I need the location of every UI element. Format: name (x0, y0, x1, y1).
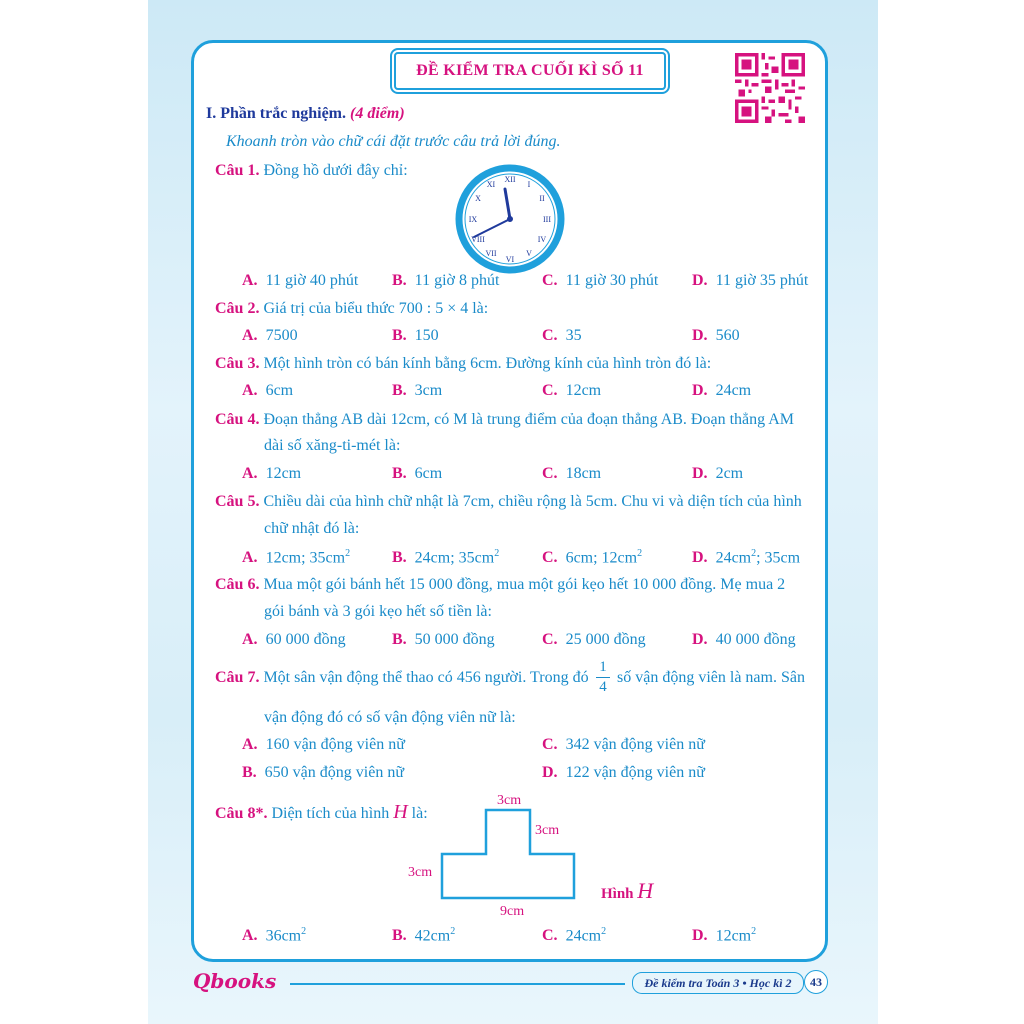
section-points: (4 điểm) (350, 105, 405, 122)
q7-option-c[interactable]: C. 342 vận động viên nữ (542, 736, 705, 753)
publisher-logo: Qbooks (193, 969, 277, 993)
svg-text:VIII: VIII (471, 235, 485, 244)
question-3: Câu 3. Một hình tròn có bán kính bằng 6cm. Đường kính của hình tròn đó là: (215, 355, 712, 372)
q8-option-b[interactable]: B. $42cm^2$ (392, 926, 456, 945)
shape-letter-inline: H (393, 801, 408, 823)
label-bottom: 9cm (500, 904, 525, 919)
q5-option-b[interactable]: B. 24cm; $35cm^2$ (392, 548, 500, 567)
q1-option-a[interactable]: A. 11 giờ 40 phút (242, 272, 359, 289)
section-heading (206, 105, 405, 123)
q8-option-c[interactable]: C. $24cm^2$ (542, 926, 607, 945)
q6-option-d[interactable]: D. 40 000 đồng (692, 631, 796, 648)
q2-option-c[interactable]: C. 35 (542, 327, 582, 344)
footer-divider (290, 983, 625, 985)
q1-option-b[interactable]: B. 11 giờ 8 phút (392, 272, 500, 289)
svg-text:XI: XI (486, 180, 496, 189)
label-left: 3cm (408, 865, 433, 880)
question-6: Câu 6. Mua một gói bánh hết 15 000 đồng, mua một gói kẹo hết 10 000 đồng. Mẹ mua 2 (215, 576, 786, 593)
qr-code-icon (735, 53, 805, 123)
q7-option-b[interactable]: B. 650 vận động viên nữ (242, 764, 404, 781)
question-1 (215, 162, 408, 180)
svg-text:I: I (527, 180, 531, 189)
q2-option-d[interactable]: D. 560 (692, 327, 740, 344)
svg-text:II: II (539, 194, 545, 203)
svg-text:IV: IV (537, 235, 547, 244)
q5-option-d[interactable]: D. $24cm^2$; 35cm (692, 548, 801, 567)
question-label: Câu 1. (215, 162, 260, 179)
question-text: Đồng hồ dưới đây chỉ: (263, 162, 408, 179)
q3-option-a[interactable]: A. 6cm (242, 382, 294, 399)
q2-option-a[interactable]: A. 7500 (242, 327, 298, 344)
q4-option-a[interactable]: A. 12cm (242, 465, 302, 482)
q6-option-a[interactable]: A. 60 000 đồng (242, 631, 346, 648)
q3-option-c[interactable]: C. 12cm (542, 382, 602, 399)
page-number: 43 (804, 970, 828, 994)
q3-option-b[interactable]: B. 3cm (392, 382, 443, 399)
q8-option-a[interactable]: A. $36cm^2$ (242, 926, 307, 945)
question-4: Câu 4. Đoạn thẳng AB dài 12cm, có M là trung điểm của đoạn thẳng AB. Đoạn thẳng AM (215, 411, 795, 428)
svg-text:VI: VI (505, 255, 515, 264)
shape-caption: Hình H (601, 878, 654, 903)
section-label: I. Phần trắc nghiệm. (206, 105, 346, 122)
q6-option-c[interactable]: C. 25 000 đồng (542, 631, 646, 648)
question-5-line-2: chữ nhật đó là: (264, 520, 360, 537)
svg-text:III: III (543, 215, 551, 224)
question-7-line-2: vận động đó có số vận động viên nữ là: (264, 709, 516, 726)
q5-option-c[interactable]: C. 6cm; $12cm^2$ (542, 548, 643, 567)
question-2: Câu 2. Giá trị của biểu thức 700 : 5 × 4 là: (215, 300, 489, 317)
question-8: Câu 8*. Diện tích của hình H là: (215, 801, 428, 823)
q1-option-c[interactable]: C. 11 giờ 30 phút (542, 272, 659, 289)
question-5: Câu 5. Chiều dài của hình chữ nhật là 7cm, chiều rộng là 5cm. Chu vi và diện tích của hình (215, 493, 802, 510)
svg-text:X: X (475, 194, 481, 203)
question-7-continued: số vận động viên là nam. Sân (617, 669, 805, 686)
question-4-line-2: dài số xăng-ti-mét là: (264, 437, 401, 454)
q6-option-b[interactable]: B. 50 000 đồng (392, 631, 495, 648)
q8-option-d[interactable]: D. $12cm^2$ (692, 926, 757, 945)
fraction-one-quarter: 1 4 (596, 659, 610, 696)
q7-option-d[interactable]: D. 122 vận động viên nữ (542, 764, 705, 781)
q7-option-a[interactable]: A. 160 vận động viên nữ (242, 736, 405, 753)
instruction-text: Khoanh tròn vào chữ cái đặt trước câu trả lời đúng. (226, 133, 561, 150)
q4-option-c[interactable]: C. 18cm (542, 465, 602, 482)
q3-option-d[interactable]: D. 24cm (692, 382, 752, 399)
question-7: Câu 7. Một sân vận động thể thao có 456 người. Trong đó (215, 669, 589, 686)
svg-text:VII: VII (485, 249, 497, 258)
svg-text:V: V (526, 249, 532, 258)
svg-text:XII: XII (504, 175, 516, 184)
page-title: ĐỀ KIỂM TRA CUỐI KÌ SỐ 11 (394, 52, 666, 90)
label-top: 3cm (497, 793, 522, 808)
q4-option-d[interactable]: D. 2cm (692, 465, 744, 482)
q5-option-a[interactable]: A. 12cm; $35cm^2$ (242, 548, 351, 567)
q2-option-b[interactable]: B. 150 (392, 327, 439, 344)
q1-option-d[interactable]: D. 11 giờ 35 phút (692, 272, 809, 289)
footer-book-title: Đề kiểm tra Toán 3 • Học kì 2 (632, 972, 804, 994)
q4-option-b[interactable]: B. 6cm (392, 465, 443, 482)
label-right-step: 3cm (535, 823, 560, 838)
question-6-line-2: gói bánh và 3 gói kẹo hết số tiền là: (264, 603, 492, 620)
clock-icon (454, 163, 566, 275)
svg-text:IX: IX (468, 215, 478, 224)
